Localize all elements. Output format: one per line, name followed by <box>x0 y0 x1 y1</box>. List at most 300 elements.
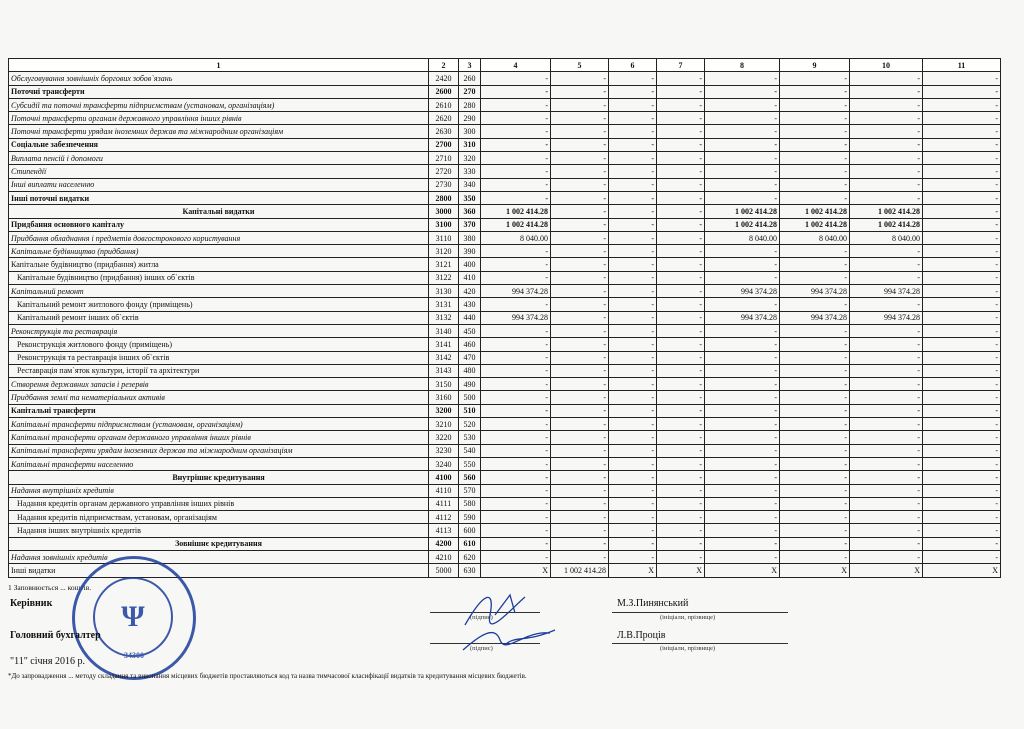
cell-value: - <box>657 152 705 165</box>
row-code: 4111 <box>429 497 459 510</box>
cell-value: - <box>481 85 551 98</box>
cell-value: - <box>705 391 780 404</box>
cell-value: - <box>850 471 923 484</box>
row-name: Зовнішнє кредитування <box>9 537 429 550</box>
cell-value: 1 002 414.28 <box>481 218 551 231</box>
row-name: Внутрішнє кредитування <box>9 471 429 484</box>
cell-value: - <box>481 444 551 457</box>
cell-value: - <box>657 298 705 311</box>
table-row <box>9 72 1001 85</box>
cell-value: - <box>923 497 1001 510</box>
cell-value: - <box>923 271 1001 284</box>
cell-value: - <box>923 138 1001 151</box>
table-row <box>9 231 1001 244</box>
row-line: 440 <box>459 311 481 324</box>
accountant-name-caption: (ініціали, прізвище) <box>660 645 716 652</box>
cell-value: - <box>705 125 780 138</box>
cell-value: - <box>551 311 609 324</box>
cell-value: - <box>850 165 923 178</box>
table-row <box>9 298 1001 311</box>
cell-value: - <box>657 484 705 497</box>
cell-value: X <box>705 564 780 577</box>
cell-value: - <box>481 511 551 524</box>
row-code: 2630 <box>429 125 459 138</box>
cell-value: - <box>923 404 1001 417</box>
cell-value: - <box>481 324 551 337</box>
row-line: 360 <box>459 205 481 218</box>
cell-value: - <box>850 98 923 111</box>
cell-value: - <box>705 298 780 311</box>
cell-value: - <box>657 311 705 324</box>
cell-value: - <box>780 191 850 204</box>
cell-value: - <box>923 431 1001 444</box>
cell-value: - <box>551 245 609 258</box>
cell-value: 994 374.28 <box>481 311 551 324</box>
cell-value: - <box>609 511 657 524</box>
row-code: 3150 <box>429 378 459 391</box>
cell-value: - <box>657 351 705 364</box>
row-name: Капітальне будівництво (придбання) <box>9 245 429 258</box>
cell-value: - <box>481 138 551 151</box>
row-name: Придбання землі та нематеріальних активів <box>9 391 429 404</box>
col-header: 4 <box>481 59 551 72</box>
cell-value: - <box>923 72 1001 85</box>
cell-value: - <box>923 231 1001 244</box>
cell-value: 1 002 414.28 <box>551 564 609 577</box>
cell-value: - <box>657 138 705 151</box>
row-name: Поточні трансферти <box>9 85 429 98</box>
cell-value: - <box>923 550 1001 563</box>
row-line: 340 <box>459 178 481 191</box>
cell-value: - <box>780 85 850 98</box>
cell-value: - <box>923 165 1001 178</box>
row-name: Виплата пенсій і допомоги <box>9 152 429 165</box>
head-name-caption: (ініціали, прізвище) <box>660 614 716 621</box>
cell-value: - <box>705 404 780 417</box>
table-body <box>9 59 1001 578</box>
cell-value: 1 002 414.28 <box>705 218 780 231</box>
cell-value: - <box>657 537 705 550</box>
row-code: 2600 <box>429 85 459 98</box>
table-row <box>9 524 1001 537</box>
cell-value: - <box>780 550 850 563</box>
col-header: 8 <box>705 59 780 72</box>
row-code: 3100 <box>429 218 459 231</box>
cell-value: - <box>850 378 923 391</box>
table-row <box>9 125 1001 138</box>
row-line: 420 <box>459 285 481 298</box>
cell-value: - <box>705 271 780 284</box>
table-row <box>9 338 1001 351</box>
report-date: "11" січня 2016 р. <box>10 656 85 667</box>
cell-value: - <box>481 72 551 85</box>
cell-value: - <box>609 98 657 111</box>
cell-value: - <box>481 298 551 311</box>
cell-value: - <box>705 338 780 351</box>
cell-value: - <box>481 431 551 444</box>
row-name: Капітальні трансферти підприємствам (установам, організаціям) <box>9 418 429 431</box>
cell-value: - <box>850 497 923 510</box>
cell-value: - <box>609 205 657 218</box>
cell-value: - <box>609 444 657 457</box>
cell-value: - <box>657 285 705 298</box>
col-header: 11 <box>923 59 1001 72</box>
table-row <box>9 311 1001 324</box>
cell-value: - <box>780 378 850 391</box>
cell-value: - <box>850 112 923 125</box>
header-row <box>9 59 1001 72</box>
cell-value: - <box>705 457 780 470</box>
trident-icon: Ψ <box>121 600 145 633</box>
table-row <box>9 98 1001 111</box>
cell-value: - <box>551 484 609 497</box>
cell-value: - <box>923 351 1001 364</box>
row-name: Капітальний ремонт житлового фонду (приміщень) <box>9 298 429 311</box>
cell-value: - <box>551 72 609 85</box>
cell-value: 1 002 414.28 <box>780 218 850 231</box>
cell-value: - <box>923 524 1001 537</box>
cell-value: - <box>481 524 551 537</box>
cell-value: - <box>551 205 609 218</box>
row-code: 3122 <box>429 271 459 284</box>
cell-value: - <box>780 444 850 457</box>
cell-value: - <box>780 497 850 510</box>
cell-value: - <box>705 138 780 151</box>
col-header: 1 <box>9 59 429 72</box>
cell-value: - <box>551 271 609 284</box>
cell-value: - <box>609 72 657 85</box>
cell-value: - <box>780 364 850 377</box>
cell-value: - <box>657 457 705 470</box>
cell-value: - <box>780 271 850 284</box>
table-row <box>9 138 1001 151</box>
cell-value: - <box>657 497 705 510</box>
cell-value: - <box>657 418 705 431</box>
row-code: 2620 <box>429 112 459 125</box>
row-name: Капітальний ремонт <box>9 285 429 298</box>
cell-value: - <box>609 418 657 431</box>
cell-value: - <box>780 152 850 165</box>
cell-value: - <box>609 537 657 550</box>
cell-value: - <box>923 245 1001 258</box>
row-name: Надання зовнішніх кредитів <box>9 550 429 563</box>
cell-value: - <box>850 457 923 470</box>
row-name: Надання інших внутрішніх кредитів <box>9 524 429 537</box>
cell-value: - <box>850 72 923 85</box>
cell-value: X <box>657 564 705 577</box>
table-row <box>9 378 1001 391</box>
row-code: 2710 <box>429 152 459 165</box>
cell-value: - <box>850 524 923 537</box>
table-row <box>9 205 1001 218</box>
cell-value: - <box>705 378 780 391</box>
footnote: 1 Заповнюється ... коштів. <box>8 583 92 592</box>
row-name: Капітальні видатки <box>9 205 429 218</box>
handwritten-signatures <box>455 585 575 660</box>
cell-value: - <box>551 471 609 484</box>
cell-value: 994 374.28 <box>481 285 551 298</box>
head-label: Керівник <box>10 598 53 609</box>
cell-value: - <box>551 125 609 138</box>
row-name: Придбання основного капіталу <box>9 218 429 231</box>
row-name: Надання кредитів підприємствам, установам, організаціям <box>9 511 429 524</box>
table-row <box>9 191 1001 204</box>
table-row <box>9 351 1001 364</box>
cell-value: - <box>657 471 705 484</box>
row-code: 2610 <box>429 98 459 111</box>
cell-value: - <box>780 431 850 444</box>
cell-value: - <box>923 98 1001 111</box>
row-line: 350 <box>459 191 481 204</box>
cell-value: - <box>780 165 850 178</box>
col-header: 6 <box>609 59 657 72</box>
cell-value: - <box>657 324 705 337</box>
cell-value: - <box>551 324 609 337</box>
cell-value: - <box>657 191 705 204</box>
accountant-name: Л.В.Проців <box>617 630 666 641</box>
table-row <box>9 418 1001 431</box>
cell-value: - <box>609 378 657 391</box>
cell-value: - <box>780 537 850 550</box>
cell-value: - <box>705 191 780 204</box>
cell-value: - <box>705 524 780 537</box>
cell-value: - <box>609 138 657 151</box>
table-row <box>9 271 1001 284</box>
table-row <box>9 218 1001 231</box>
cell-value: - <box>657 231 705 244</box>
cell-value: 1 002 414.28 <box>705 205 780 218</box>
row-name: Субсидії та поточні трансферти підприємствам (установам, організаціям) <box>9 98 429 111</box>
cell-value: - <box>850 351 923 364</box>
cell-value: - <box>551 191 609 204</box>
accountant-name-line <box>612 643 788 644</box>
cell-value: - <box>481 391 551 404</box>
row-code: 3140 <box>429 324 459 337</box>
cell-value: - <box>780 511 850 524</box>
cell-value: - <box>551 364 609 377</box>
cell-value: - <box>923 391 1001 404</box>
row-line: 370 <box>459 218 481 231</box>
row-code: 4110 <box>429 484 459 497</box>
cell-value: - <box>657 85 705 98</box>
cell-value: 8 040.00 <box>705 231 780 244</box>
row-code: 3143 <box>429 364 459 377</box>
row-code: 4100 <box>429 471 459 484</box>
cell-value: - <box>780 324 850 337</box>
row-code: 3220 <box>429 431 459 444</box>
cell-value: - <box>780 298 850 311</box>
cell-value: - <box>551 98 609 111</box>
cell-value: - <box>780 351 850 364</box>
col-header: 9 <box>780 59 850 72</box>
cell-value: X <box>780 564 850 577</box>
cell-value: - <box>705 152 780 165</box>
cell-value: - <box>609 112 657 125</box>
cell-value: 994 374.28 <box>780 311 850 324</box>
cell-value: - <box>481 537 551 550</box>
cell-value: - <box>481 471 551 484</box>
head-sign-caption: (підпис) <box>470 614 493 621</box>
cell-value: - <box>923 471 1001 484</box>
cell-value: X <box>923 564 1001 577</box>
row-line: 620 <box>459 550 481 563</box>
cell-value: - <box>551 165 609 178</box>
cell-value: X <box>850 564 923 577</box>
row-line: 290 <box>459 112 481 125</box>
row-name: Реконструкція та реставрація <box>9 324 429 337</box>
col-header: 10 <box>850 59 923 72</box>
cell-value: - <box>609 165 657 178</box>
cell-value: - <box>780 418 850 431</box>
row-line: 430 <box>459 298 481 311</box>
cell-value: - <box>780 471 850 484</box>
cell-value: - <box>923 418 1001 431</box>
cell-value: - <box>850 418 923 431</box>
report-sheet <box>8 58 1000 578</box>
cell-value: X <box>481 564 551 577</box>
cell-value: - <box>850 191 923 204</box>
table-row <box>9 404 1001 417</box>
cell-value: - <box>551 178 609 191</box>
cell-value: - <box>850 431 923 444</box>
cell-value: - <box>609 298 657 311</box>
cell-value: 1 002 414.28 <box>481 205 551 218</box>
row-line: 530 <box>459 431 481 444</box>
row-line: 600 <box>459 524 481 537</box>
row-name: Надання внутрішніх кредитів <box>9 484 429 497</box>
row-line: 400 <box>459 258 481 271</box>
cell-value: - <box>850 152 923 165</box>
cell-value: - <box>705 537 780 550</box>
cell-value: - <box>850 125 923 138</box>
cell-value: 8 040.00 <box>780 231 850 244</box>
table-row <box>9 484 1001 497</box>
cell-value: - <box>923 178 1001 191</box>
cell-value: - <box>551 152 609 165</box>
cell-value: - <box>850 484 923 497</box>
cell-value: - <box>481 125 551 138</box>
table-row <box>9 152 1001 165</box>
row-line: 270 <box>459 85 481 98</box>
cell-value: - <box>705 72 780 85</box>
cell-value: - <box>481 245 551 258</box>
cell-value: - <box>780 98 850 111</box>
row-name: Поточні трансферти органам державного управління інших рівнів <box>9 112 429 125</box>
cell-value: - <box>923 258 1001 271</box>
row-line: 490 <box>459 378 481 391</box>
cell-value: - <box>850 138 923 151</box>
cell-value: - <box>609 364 657 377</box>
cell-value: - <box>780 524 850 537</box>
row-name: Стипендії <box>9 165 429 178</box>
cell-value: - <box>481 258 551 271</box>
cell-value: - <box>481 165 551 178</box>
cell-value: - <box>657 404 705 417</box>
official-stamp <box>72 556 196 680</box>
row-line: 380 <box>459 231 481 244</box>
cell-value: - <box>657 218 705 231</box>
row-code: 3230 <box>429 444 459 457</box>
row-code: 5000 <box>429 564 459 577</box>
cell-value: - <box>705 550 780 563</box>
row-line: 560 <box>459 471 481 484</box>
cell-value: - <box>923 311 1001 324</box>
table-row <box>9 364 1001 377</box>
cell-value: - <box>609 338 657 351</box>
cell-value: - <box>780 245 850 258</box>
row-code: 3142 <box>429 351 459 364</box>
row-code: 3120 <box>429 245 459 258</box>
table-row <box>9 444 1001 457</box>
cell-value: - <box>657 271 705 284</box>
cell-value: - <box>705 258 780 271</box>
row-name: Капітальні трансферти <box>9 404 429 417</box>
cell-value: - <box>780 404 850 417</box>
cell-value: - <box>780 457 850 470</box>
cell-value: - <box>551 258 609 271</box>
cell-value: - <box>609 391 657 404</box>
row-name: Інші поточні видатки <box>9 191 429 204</box>
cell-value: - <box>923 484 1001 497</box>
cell-value: - <box>551 298 609 311</box>
cell-value: - <box>481 497 551 510</box>
accountant-label: Головний бухгалтер <box>10 630 101 641</box>
row-code: 3110 <box>429 231 459 244</box>
row-line: 510 <box>459 404 481 417</box>
cell-value: - <box>705 431 780 444</box>
cell-value: - <box>609 471 657 484</box>
table-row <box>9 324 1001 337</box>
cell-value: - <box>551 511 609 524</box>
row-code: 2720 <box>429 165 459 178</box>
cell-value: - <box>657 98 705 111</box>
row-code: 2800 <box>429 191 459 204</box>
row-line: 500 <box>459 391 481 404</box>
cell-value: - <box>609 351 657 364</box>
cell-value: - <box>657 391 705 404</box>
cell-value: 1 002 414.28 <box>850 218 923 231</box>
cell-value: - <box>923 125 1001 138</box>
cell-value: - <box>657 524 705 537</box>
cell-value: - <box>609 550 657 563</box>
cell-value: 994 374.28 <box>850 311 923 324</box>
cell-value: - <box>705 245 780 258</box>
row-line: 580 <box>459 497 481 510</box>
row-name: Капітальні трансферти органам державного управління інших рівнів <box>9 431 429 444</box>
cell-value: - <box>923 364 1001 377</box>
cell-value: - <box>551 524 609 537</box>
row-line: 630 <box>459 564 481 577</box>
cell-value: - <box>923 205 1001 218</box>
col-header: 5 <box>551 59 609 72</box>
cell-value: - <box>609 231 657 244</box>
row-name: Створення державних запасів і резервів <box>9 378 429 391</box>
cell-value: 1 002 414.28 <box>850 205 923 218</box>
row-name: Реконструкція житлового фонду (приміщень) <box>9 338 429 351</box>
row-code: 4112 <box>429 511 459 524</box>
cell-value: - <box>551 404 609 417</box>
table-row <box>9 165 1001 178</box>
cell-value: - <box>551 351 609 364</box>
row-line: 550 <box>459 457 481 470</box>
cell-value: - <box>705 418 780 431</box>
row-code: 3200 <box>429 404 459 417</box>
table-row <box>9 258 1001 271</box>
cell-value: - <box>481 98 551 111</box>
cell-value: - <box>609 404 657 417</box>
cell-value: - <box>850 324 923 337</box>
row-code: 3130 <box>429 285 459 298</box>
